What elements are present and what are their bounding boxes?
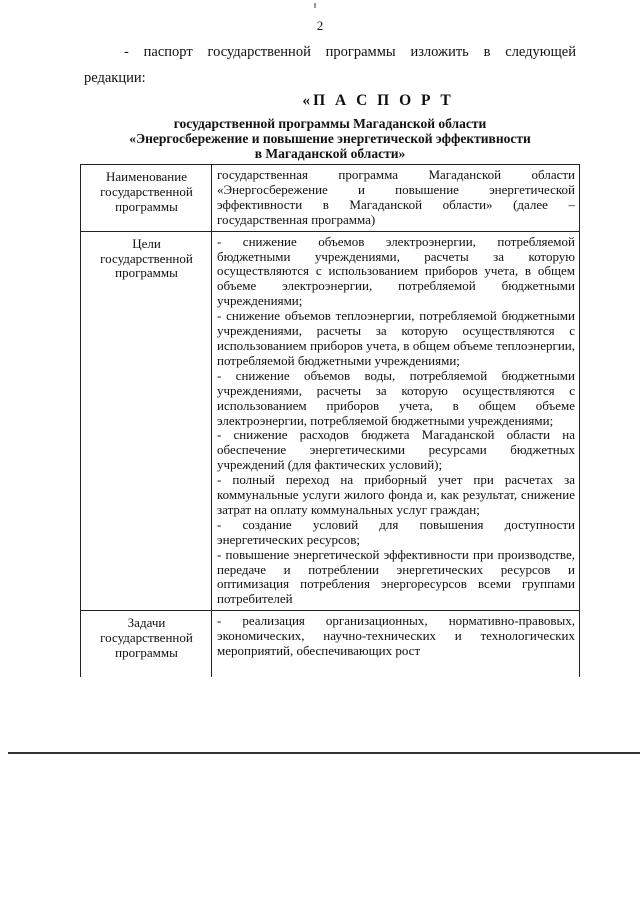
goal-item: - снижение объемов воды, потребляемой бюджетными учреждениями, расчеты за которую осуществляются с использованием приборов учета, в общем объеме электроэнергии, потребляемой бюджетными учреждениями; xyxy=(217,367,575,428)
heading-line-3: в Магаданской области» xyxy=(254,146,406,161)
intro-line-2: редакции: xyxy=(84,70,146,86)
heading-line-1: государственной программы Магаданской области xyxy=(173,116,487,131)
row-name: Цели государственной программы xyxy=(81,231,212,611)
table-row xyxy=(81,231,580,611)
passport-table xyxy=(80,164,580,677)
passport-heading xyxy=(80,92,580,161)
goal-item: - полный переход на приборный учет при расчетах за коммунальные услуги жилого фонда и, как результат, снижение затрат на оплату коммунальных услуг граждан; xyxy=(217,472,575,517)
goal-item: - снижение объемов теплоэнергии, потребляемой бюджетными учреждениями, расчеты за которую осуществляются с использованием приборов учета, в общем объеме теплоэнергии, потребляемой бюджетными учреждениями; xyxy=(217,308,575,368)
goal-item: - снижение объемов электроэнергии, потребляемой бюджетными учреждениями, расчеты за которую осуществляются с использованием приборов учета, в общем объеме электроэнергии, потребляемой бюджетными учреждениями; xyxy=(217,233,575,309)
page-bottom-rule xyxy=(8,752,640,754)
row-value: - реализация организационных, нормативно-правовых, экономических, научно-технических и технологических мероприятий, обеспечивающих рост xyxy=(212,611,580,678)
goal-item: - повышение энергетической эффективности при производстве, передаче и потреблении энергетических ресурсов и оптимизация потребления энергоресурсов всеми группами потребителей xyxy=(217,546,575,607)
heading-line-2: «Энергосбережение и повышение энергетической эффективности xyxy=(129,131,531,146)
table-row xyxy=(81,165,580,232)
intro-line-1: - паспорт государственной программы изложить в следующей xyxy=(124,44,576,60)
scan-mark xyxy=(314,3,316,8)
table-row xyxy=(81,611,580,678)
row-name: Задачи государственной программы xyxy=(81,611,212,678)
row-value: государственная программа Магаданской области «Энергосбережение и повышение энергетической эффективности в Магаданской области» (далее – государственная программа) xyxy=(212,165,580,232)
passport-title: «П А С П О Р Т xyxy=(302,92,454,109)
row-value xyxy=(212,231,580,611)
page-number: 2 xyxy=(316,18,324,33)
goal-item: - создание условий для повышения доступности энергетических ресурсов; xyxy=(217,516,575,547)
row-name: Наименование государственной программы xyxy=(81,165,212,232)
goal-item: - снижение расходов бюджета Магаданской области на обеспечение энергетическими ресурсами бюджетных учреждений (для фактических условий); xyxy=(217,427,575,473)
